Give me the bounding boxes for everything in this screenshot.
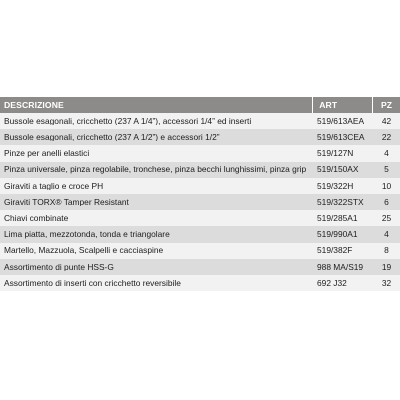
table-row — [0, 226, 400, 242]
cell-pz: 8 — [384, 245, 389, 256]
cell-art: 519/990A1 — [317, 229, 358, 240]
cell-art: 692 J32 — [317, 277, 347, 288]
cell-description: Pinze per anelli elastici — [4, 149, 90, 158]
cell-description: Bussole esagonali, cricchetto (237 A 1/4”), accessori 1/4” ed inserti — [4, 116, 252, 126]
cell-art: 519/322H — [317, 180, 354, 191]
cell-pz: 32 — [381, 277, 392, 288]
cell-art: 988 MA/S19 — [317, 261, 364, 272]
cell-description: Bussole esagonali, cricchetto (237 A 1/2”) e accessori 1/2” — [4, 133, 220, 142]
cell-description: Chiavi combinate — [4, 214, 69, 223]
header-description: DESCRIZIONE — [4, 100, 64, 110]
cell-art: 519/382F — [317, 245, 353, 256]
cell-description: Assortimento di punte HSS-G — [4, 262, 114, 271]
table-row — [0, 129, 400, 145]
cell-pz: 25 — [381, 213, 392, 224]
product-table — [0, 97, 400, 291]
cell-pz: 42 — [381, 115, 392, 126]
cell-art: 519/613AEA — [317, 115, 365, 126]
cell-pz: 22 — [381, 132, 392, 143]
cell-description: Giraviti TORX® Tamper Resistant — [4, 197, 129, 207]
cell-pz: 6 — [384, 196, 389, 207]
cell-pz: 5 — [384, 164, 389, 175]
cell-description: Pinza universale, pinza regolabile, tronchese, pinza becchi lunghissimi, pinza grip — [4, 165, 307, 174]
cell-pz: 10 — [381, 180, 392, 191]
table-row — [0, 275, 400, 291]
cell-pz: 4 — [384, 148, 389, 159]
cell-art: 519/150AX — [317, 164, 359, 175]
cell-description: Martello, Mazzuola, Scalpelli e cacciaspine — [4, 246, 164, 255]
table-row — [0, 162, 400, 178]
header-pz: PZ — [372, 97, 400, 113]
table-header — [0, 97, 400, 113]
cell-art: 519/613CEA — [317, 132, 365, 143]
header-art: ART — [312, 97, 372, 113]
cell-description: Assortimento di inserti con cricchetto reversibile — [4, 278, 181, 288]
table-row — [0, 194, 400, 210]
cell-art: 519/285A1 — [317, 213, 358, 224]
table-row — [0, 210, 400, 226]
cell-art: 519/322STX — [317, 196, 364, 207]
cell-pz: 4 — [384, 229, 389, 240]
cell-pz: 19 — [381, 261, 392, 272]
table-row — [0, 259, 400, 275]
table-row — [0, 145, 400, 161]
table-row — [0, 113, 400, 129]
cell-art: 519/127N — [317, 148, 354, 159]
cell-description: Lima piatta, mezzotonda, tonda e triangolare — [4, 230, 170, 239]
table-row — [0, 243, 400, 259]
cell-description: Giraviti a taglio e croce PH — [4, 181, 104, 191]
table-row — [0, 178, 400, 194]
